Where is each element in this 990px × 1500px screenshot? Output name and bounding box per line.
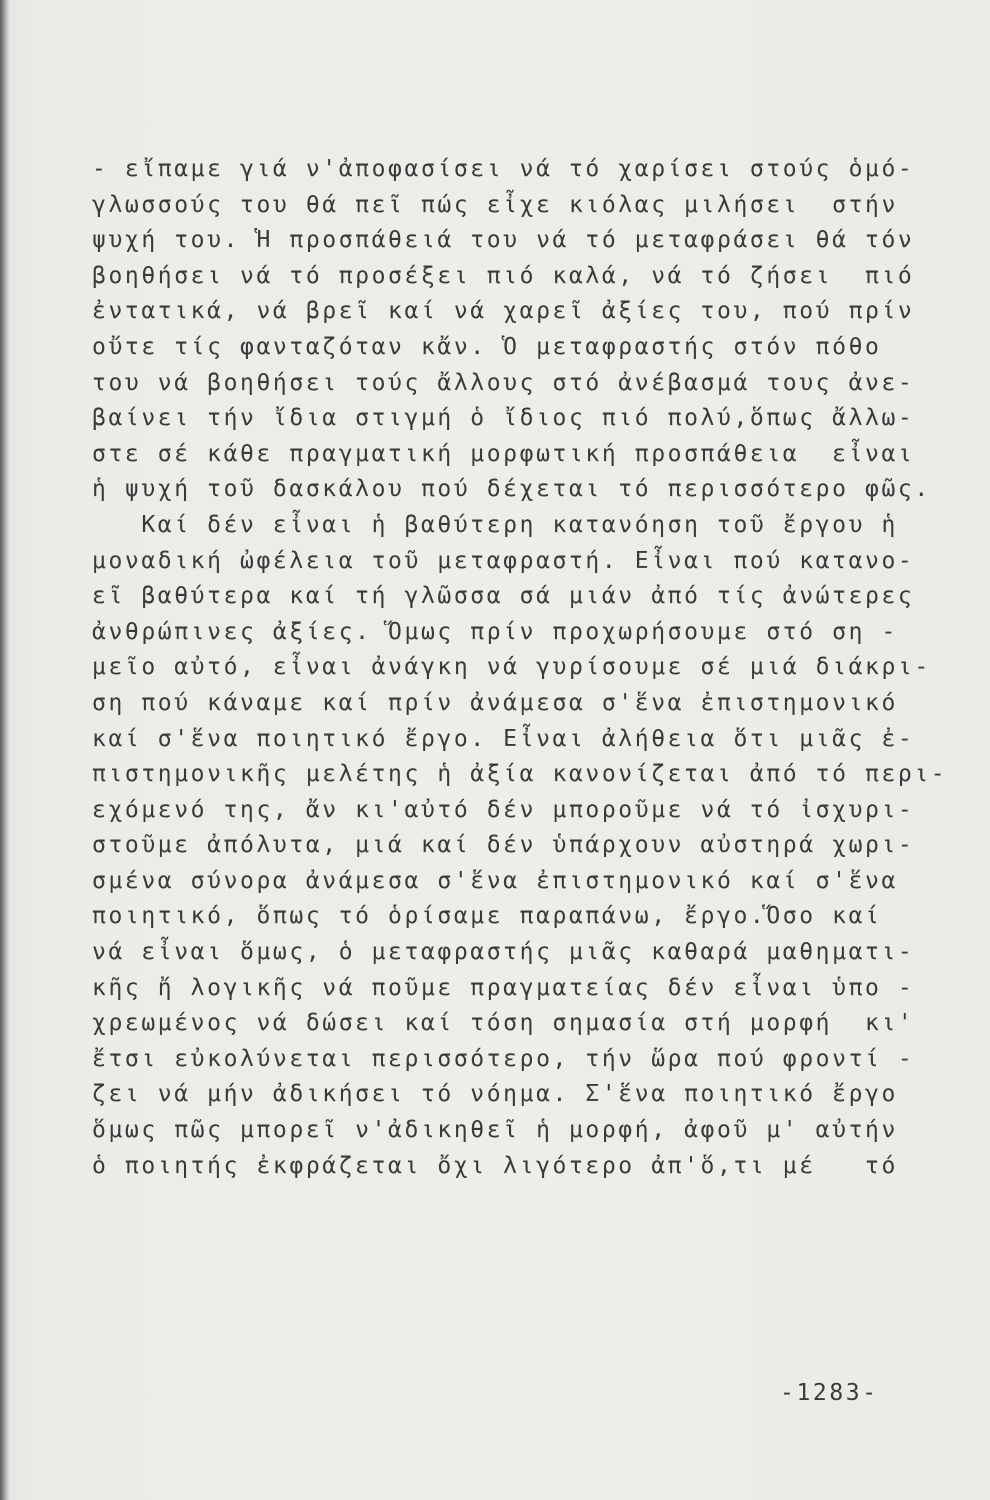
text-line: ψυχή του. Ἡ προσπάθειά του νά τό μεταφράσει θά τόν: [92, 227, 915, 254]
text-line: πιστημονικῆς μελέτης ἡ ἀξία κανονίζεται ἀπό τό περι-: [92, 761, 948, 788]
text-line: του νά βοηθήσει τούς ἄλλους στό ἀνέβασμά τους ἀνε-: [92, 369, 915, 396]
body-text: [92, 152, 952, 1184]
text-line: εῖ βαθύτερα καί τή γλῶσσα σά μιάν ἀπό τίς ἀνώτερες: [92, 583, 915, 610]
text-line: ἡ ψυχή τοῦ δασκάλου πού δέχεται τό περισσότερο φῶς.: [92, 476, 931, 503]
text-line: ὁ ποιητής ἐκφράζεται ὄχι λιγότερο ἀπ'ὅ,τι μέ τό: [92, 1152, 898, 1179]
text-line: μοναδική ὠφέλεια τοῦ μεταφραστή. Εἶναι πού κατανο-: [92, 547, 915, 574]
text-line: Καί δέν εἶναι ἡ βαθύτερη κατανόηση τοῦ ἔργου ἡ: [92, 511, 898, 538]
text-line: στε σέ κάθε πραγματική μορφωτική προσπάθεια εἶναι: [92, 440, 915, 467]
text-line: σμένα σύνορα ἀνάμεσα σ'ἕνα ἐπιστημονικό καί σ'ἕνα: [92, 867, 898, 894]
text-line: ἔτσι εὐκολύνεται περισσότερο, τήν ὥρα πού φροντί -: [92, 1045, 915, 1072]
text-line: βαίνει τήν ἴδια στιγμή ὁ ἴδιος πιό πολύ,ὅπως ἄλλω-: [92, 405, 915, 432]
text-line: κῆς ἤ λογικῆς νά ποῦμε πραγματείας δέν εἶναι ὑπο -: [92, 974, 915, 1001]
text-line: ποιητικό, ὅπως τό ὁρίσαμε παραπάνω, ἔργο.Ὅσο καί: [92, 903, 882, 930]
text-line: ζει νά μήν ἀδικήσει τό νόημα. Σ'ἕνα ποιητικό ἔργο: [92, 1081, 898, 1108]
text-line: ἐντατικά, νά βρεῖ καί νά χαρεῖ ἀξίες του, πού πρίν: [92, 298, 915, 325]
text-line: μεῖο αὐτό, εἶναι ἀνάγκη νά γυρίσουμε σέ μιά διάκρι-: [92, 654, 931, 681]
text-line: καί σ'ἕνα ποιητικό ἔργο. Εἶναι ἀλήθεια ὅτι μιᾶς ἐ-: [92, 725, 915, 752]
text-line: βοηθήσει νά τό προσέξει πιό καλά, νά τό ζήσει πιό: [92, 262, 915, 289]
text-line: χρεωμένος νά δώσει καί τόση σημασία στή μορφή κι': [92, 1010, 915, 1037]
text-line: εχόμενό της, ἄν κι'αὐτό δέν μποροῦμε νά τό ἰσχυρι-: [92, 796, 915, 823]
text-line: ἀνθρώπινες ἀξίες. Ὅμως πρίν προχωρήσουμε στό ση -: [92, 618, 898, 645]
text-line: ὅμως πῶς μπορεῖ ν'ἀδικηθεῖ ἡ μορφή, ἀφοῦ μ' αὐτήν: [92, 1117, 898, 1144]
text-line: στοῦμε ἀπόλυτα, μιά καί δέν ὑπάρχουν αὐστηρά χωρι-: [92, 832, 915, 859]
text-line: ση πού κάναμε καί πρίν ἀνάμεσα σ'ἕνα ἐπιστημονικό: [92, 689, 898, 716]
text-line: νά εἶναι ὅμως, ὁ μεταφραστής μιᾶς καθαρά μαθηματι-: [92, 939, 915, 966]
text-line: γλωσσούς του θά πεῖ πώς εἶχε κιόλας μιλήσει στήν: [92, 191, 898, 218]
text-line: οὔτε τίς φανταζόταν κἄν. Ὁ μεταφραστής στόν πόθο: [92, 333, 882, 360]
page-number: -1283-: [780, 1380, 879, 1406]
binding-edge: [0, 0, 9, 1500]
text-line: - εἴπαμε γιά ν'ἀποφασίσει νά τό χαρίσει στούς ὁμό-: [92, 156, 915, 182]
